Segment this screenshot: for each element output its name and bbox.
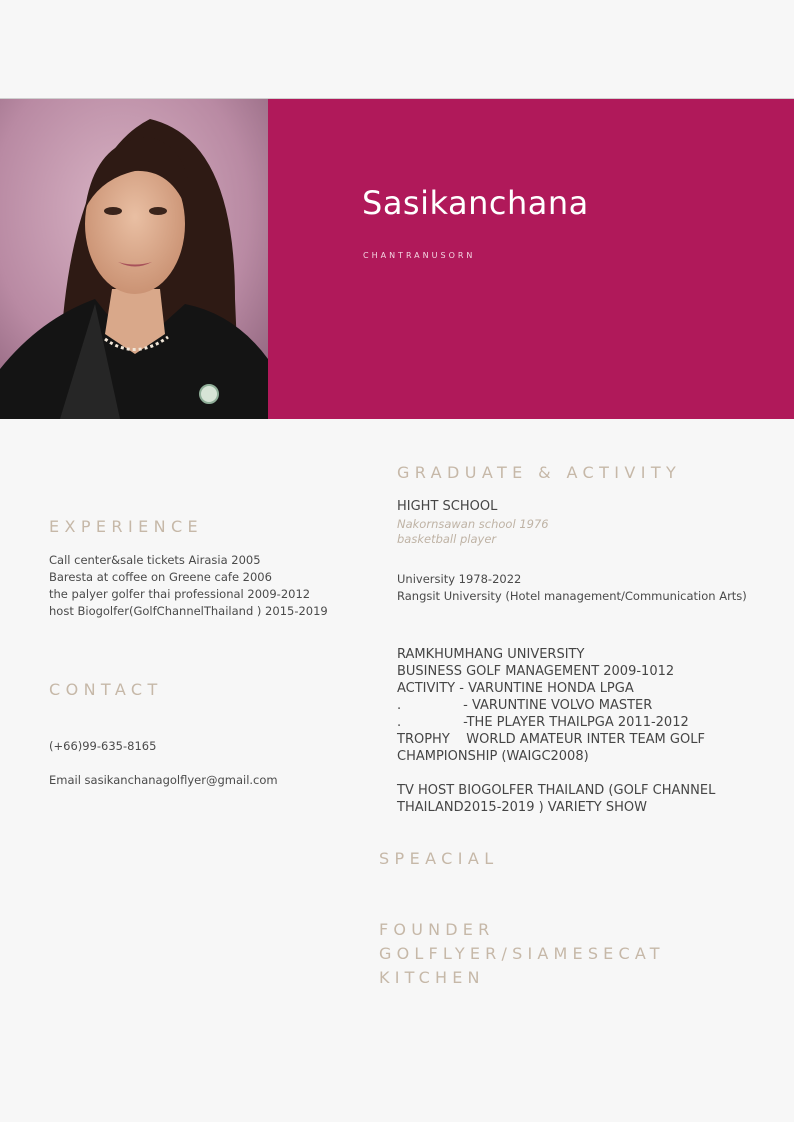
special-line: FOUNDER [379, 920, 495, 939]
first-name: Sasikanchana [362, 184, 589, 222]
special-heading: SPEACIAL [379, 849, 499, 868]
high-school-title: HIGHT SCHOOL [397, 499, 498, 514]
tv-host-line: TV HOST BIOGOLFER THAILAND (GOLF CHANNEL [397, 783, 716, 798]
experience-heading: EXPERIENCE [49, 517, 204, 536]
experience-item: Baresta at coffee on Greene cafe 2006 [49, 570, 272, 584]
ramkhamhaeng-line: RAMKHUMHANG UNIVERSITY [397, 647, 585, 662]
ramkhamhaeng-line: TROPHY WORLD AMATEUR INTER TEAM GOLF [397, 732, 705, 747]
experience-item: Call center&sale tickets Airasia 2005 [49, 553, 261, 567]
name-banner [268, 99, 794, 419]
contact-heading: CONTACT [49, 680, 163, 699]
ramkhamhaeng-line: ACTIVITY - VARUNTINE HONDA LPGA [397, 681, 634, 696]
university-detail: University 1978-2022 [397, 572, 522, 586]
last-name: CHANTRANUSORN [363, 251, 476, 260]
portrait-image [0, 99, 268, 419]
special-line: GOLFLYER/SIAMESECAT [379, 944, 665, 963]
ramkhamhaeng-line: BUSINESS GOLF MANAGEMENT 2009-1012 [397, 664, 675, 679]
ramkhamhaeng-line: CHAMPIONSHIP (WAIGC2008) [397, 749, 589, 764]
ramkhamhaeng-line: . -THE PLAYER THAILPGA 2011-2012 [397, 715, 689, 730]
experience-item: the palyer golfer thai professional 2009-2012 [49, 587, 311, 601]
high-school-detail: basketball player [397, 532, 497, 546]
tv-host-line: THAILAND2015-2019 ) VARIETY SHOW [397, 800, 647, 815]
email-address: Email sasikanchanagolflyer@gmail.com [49, 773, 278, 787]
ramkhamhaeng-line: . - VARUNTINE VOLVO MASTER [397, 698, 653, 713]
special-line: KITCHEN [379, 968, 485, 987]
phone-number: (+66)99-635-8165 [49, 739, 157, 753]
experience-item: host Biogolfer(GolfChannelThailand ) 2015-2019 [49, 604, 328, 618]
profile-photo [0, 99, 268, 419]
high-school-detail: Nakornsawan school 1976 [397, 517, 549, 531]
graduate-heading: GRADUATE & ACTIVITY [397, 463, 682, 482]
university-detail: Rangsit University (Hotel management/Communication Arts) [397, 589, 747, 603]
